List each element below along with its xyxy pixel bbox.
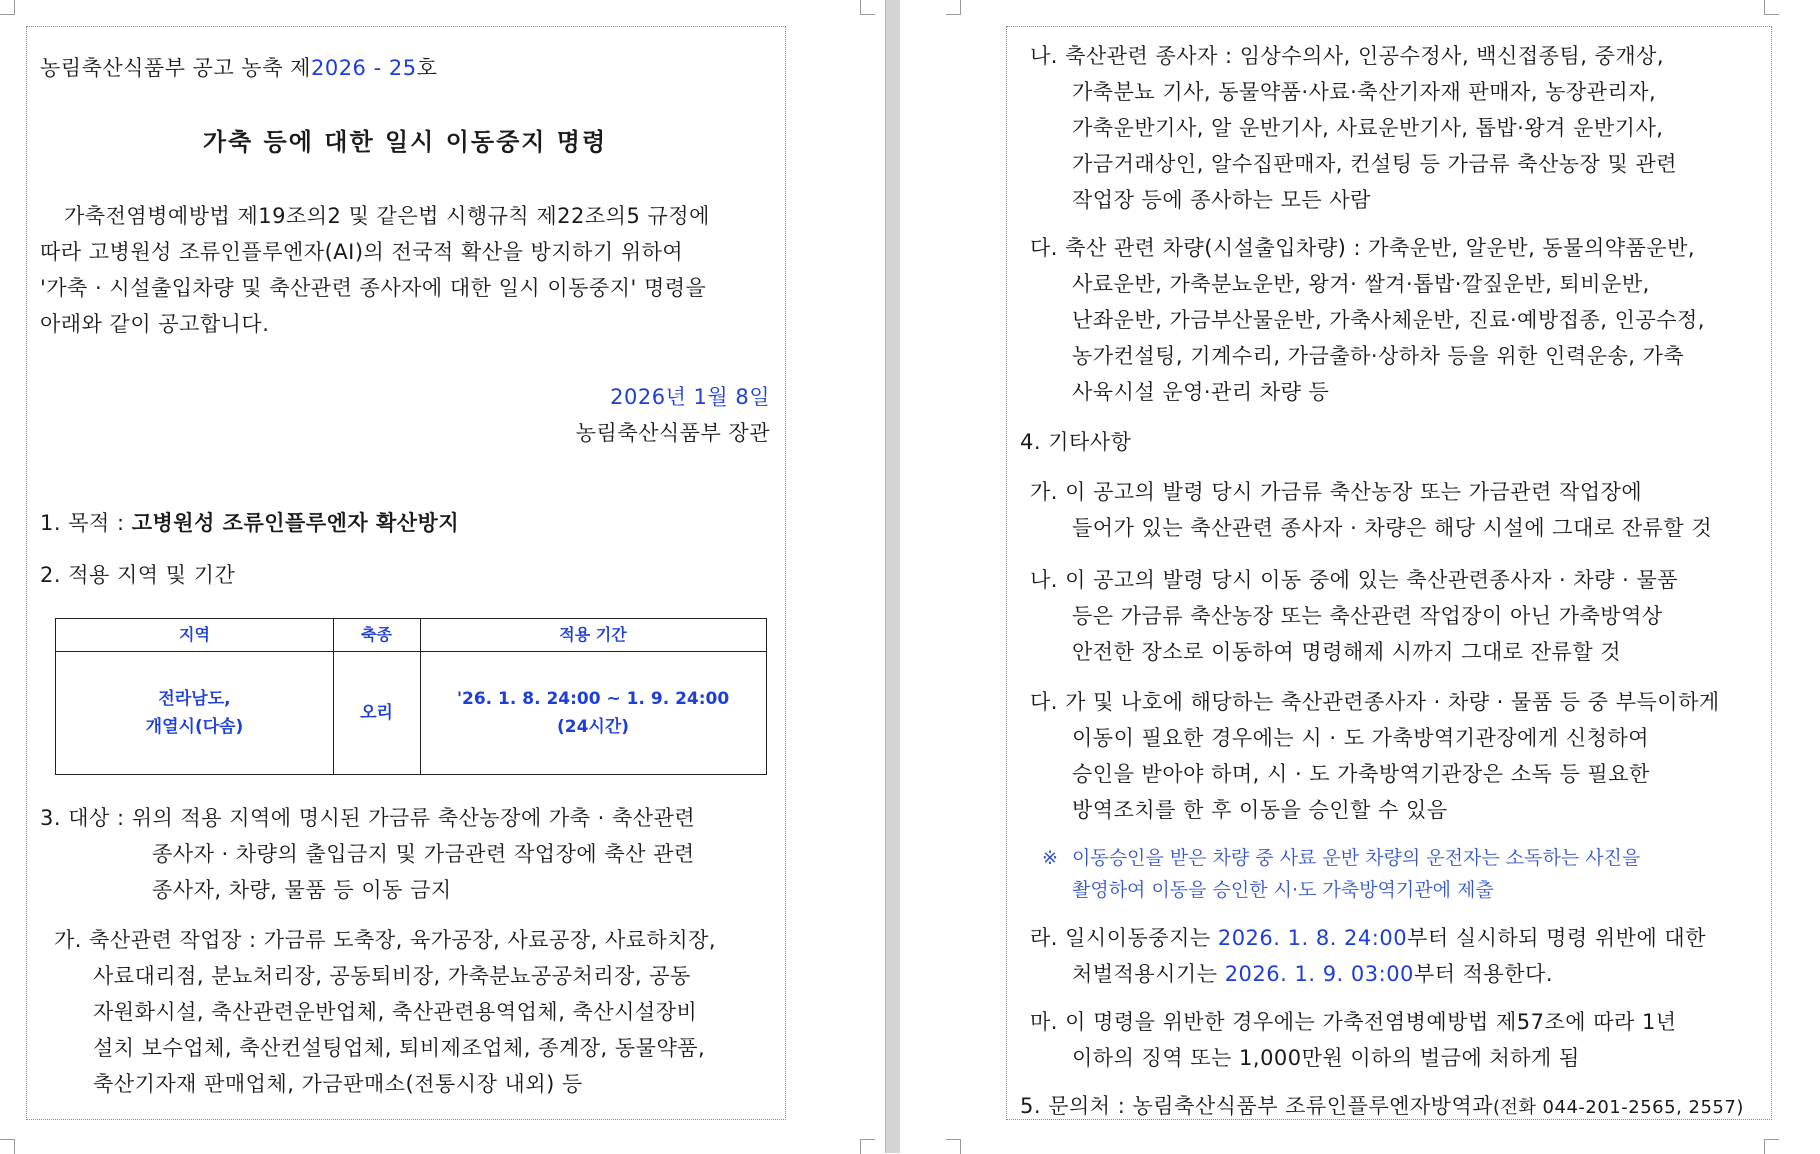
crop-mark: [946, 1139, 961, 1154]
vehicle-line: 사료운반, 가축분뇨운반, 왕겨· 쌀겨·톱밥·깔짚운반, 퇴비운반,: [1072, 272, 1650, 296]
region-line: 전라남도,: [158, 689, 231, 709]
intro-line: 아래와 같이 공고합니다.: [40, 312, 270, 336]
workplace-line: 가. 축산관련 작업장 : 가금류 도축장, 육가공장, 사료공장, 사료하치장,: [54, 928, 717, 952]
ra-penalty-time: 2026. 1. 9. 03:00: [1224, 962, 1414, 986]
section-purpose: [40, 505, 459, 541]
etc-ma-line: 이하의 징역 또는 1,000만원 이하의 벌금에 처하게 됨: [1072, 1046, 1580, 1070]
etc-na-line: 등은 가금류 축산농장 또는 축산관련 작업장이 아닌 가축방역상: [1072, 604, 1663, 628]
personnel-line: 가금거래상인, 알수집판매자, 컨설팅 등 가금류 축산농장 및 관련: [1072, 152, 1678, 176]
purpose-label: 1. 목적 :: [40, 511, 132, 535]
intro-line: 가축전염병예방법 제19조의2 및 같은법 시행규칙 제22조의5 규정에: [64, 204, 710, 228]
workplace-line: 자원화시설, 축산관련운반업체, 축산관련용역업체, 축산시설장비: [93, 1000, 698, 1024]
table-header-region: 지역: [56, 619, 333, 652]
region-line: 개열시(다솜): [145, 717, 244, 737]
section-target-line: 종사자 · 차량의 출입금지 및 가금관련 작업장에 축산 관련: [152, 842, 695, 866]
note-mark: ※: [1042, 847, 1058, 869]
vehicle-line: 농가컨설팅, 기계수리, 가금출하·상하차 등을 위한 인력운송, 가축: [1072, 344, 1685, 368]
notice-number-value: 2026 - 25: [310, 56, 417, 80]
table-header-period: 적용 기간: [420, 619, 766, 652]
crop-mark: [1764, 1139, 1779, 1154]
crop-mark: [860, 0, 875, 15]
ra-text: 라. 일시이동중지는: [1030, 926, 1218, 950]
personnel-line: 가축분뇨 기사, 동물약품·사료·축산기자재 판매자, 농장관리자,: [1072, 80, 1657, 104]
workplace-line: 설치 보수업체, 축산컨설팅업체, 퇴비제조업체, 종계장, 동물약품,: [93, 1036, 706, 1060]
section-etc: 4. 기타사항: [1020, 430, 1132, 454]
intro-line: '가축 · 시설출입차량 및 축산관련 종사자에 대한 일시 이동중지' 명령을: [40, 276, 707, 300]
section-contact: [1020, 1088, 1744, 1126]
intro-line: 따라 고병원성 조류인플루엔자(AI)의 전국적 확산을 방지하기 위하여: [40, 240, 684, 264]
etc-da-line: 방역조치를 한 후 이동을 승인할 수 있음: [1072, 798, 1448, 822]
notice-issuer: 농림축산식품부 장관: [575, 421, 770, 445]
etc-ra-line: [1030, 920, 1706, 956]
etc-da-line: 다. 가 및 나호에 해당하는 축산관련종사자 · 차량 · 물품 등 중 부득이하게: [1030, 690, 1720, 714]
vehicle-line: 난좌운반, 가금부산물운반, 가축사체운반, 진료·예방접종, 인공수정,: [1072, 308, 1705, 332]
workplace-line: 축산기자재 판매업체, 가금판매소(전통시장 내외) 등: [93, 1072, 583, 1096]
document-page-right: [900, 0, 1820, 1153]
section-target-line: 종사자, 차량, 물품 등 이동 금지: [152, 878, 452, 902]
etc-da-line: 이동이 필요한 경우에는 시 · 도 가축방역기관장에게 신청하여: [1072, 726, 1650, 750]
etc-na-line: 나. 이 공고의 발령 당시 이동 중에 있는 축산관련종사자 · 차량 · 물품: [1030, 568, 1679, 592]
note-line: 이동승인을 받은 차량 중 사료 운반 차량의 운전자는 소독하는 사진을: [1072, 847, 1641, 869]
notice-number-prefix: 농림축산식품부 공고 농축 제: [40, 56, 311, 80]
note-line: 촬영하여 이동을 승인한 시·도 가축방역기관에 제출: [1072, 879, 1494, 901]
document-page-left: [0, 0, 885, 1153]
etc-ga-line: 가. 이 공고의 발령 당시 가금류 축산농장 또는 가금관련 작업장에: [1030, 480, 1643, 504]
table-cell-species: 오리: [360, 703, 393, 723]
purpose-value: 고병원성 조류인플루엔자 확산방지: [131, 511, 460, 535]
notice-date: 2026년 1월 8일: [610, 385, 770, 409]
ra-text: 부터 실시하되 명령 위반에 대한: [1407, 926, 1706, 950]
workplace-line: 사료대리점, 분뇨처리장, 공동퇴비장, 가축분뇨공공처리장, 공동: [93, 964, 691, 988]
personnel-line: 가축운반기사, 알 운반기사, 사료운반기사, 톱밥·왕겨 운반기사,: [1072, 116, 1664, 140]
table-cell-region: [56, 685, 333, 741]
vehicle-line: 다. 축산 관련 차량(시설출입차량) : 가축운반, 알운반, 동물의약품운반,: [1030, 236, 1696, 260]
section-target-line: 3. 대상 : 위의 적용 지역에 명시된 가금류 축산농장에 가축 · 축산관련: [40, 806, 696, 830]
crop-mark: [946, 0, 961, 15]
crop-mark: [1764, 0, 1779, 15]
table-header-species: 축종: [333, 619, 420, 652]
crop-mark: [0, 1139, 15, 1154]
vehicle-line: 사육시설 운영·관리 차량 등: [1072, 380, 1330, 404]
period-line: (24시간): [556, 717, 630, 737]
ra-text: 부터 적용한다.: [1413, 962, 1554, 986]
personnel-line: 작업장 등에 종사하는 모든 사람: [1072, 188, 1371, 212]
personnel-line: 나. 축산관련 종사자 : 임상수의사, 인공수정사, 백신접종팀, 중개상,: [1030, 44, 1665, 68]
etc-ra-line: [1072, 956, 1553, 992]
period-line: '26. 1. 8. 24:00 ~ 1. 9. 24:00: [456, 689, 730, 709]
etc-ga-line: 들어가 있는 축산관련 종사자 · 차량은 해당 시설에 그대로 잔류할 것: [1072, 516, 1713, 540]
table-cell-period: [420, 685, 766, 741]
notice-number-suffix: 호: [416, 56, 438, 80]
etc-ma-line: 마. 이 명령을 위반한 경우에는 가축전염병예방법 제57조에 따라 1년: [1030, 1010, 1677, 1034]
ra-start-time: 2026. 1. 8. 24:00: [1217, 926, 1408, 950]
scope-table: [55, 618, 767, 775]
ra-text: 처벌적용시기는: [1072, 962, 1225, 986]
etc-na-line: 안전한 장소로 이동하여 명령해제 시까지 그대로 잔류할 것: [1072, 640, 1622, 664]
section-scope: 2. 적용 지역 및 기간: [40, 563, 236, 587]
table-divider: [333, 619, 334, 774]
crop-mark: [860, 1139, 875, 1154]
contact-phone: (전화 044-201-2565, 2557): [1493, 1097, 1744, 1118]
crop-mark: [0, 0, 15, 15]
document-title: 가축 등에 대한 일시 이동중지 명령: [202, 128, 608, 156]
notice-number: [40, 50, 437, 86]
contact-label: 5. 문의처 : 농림축산식품부 조류인플루엔자방역과: [1020, 1094, 1494, 1118]
etc-da-line: 승인을 받아야 하며, 시 · 도 가축방역기관장은 소독 등 필요한: [1072, 762, 1650, 786]
